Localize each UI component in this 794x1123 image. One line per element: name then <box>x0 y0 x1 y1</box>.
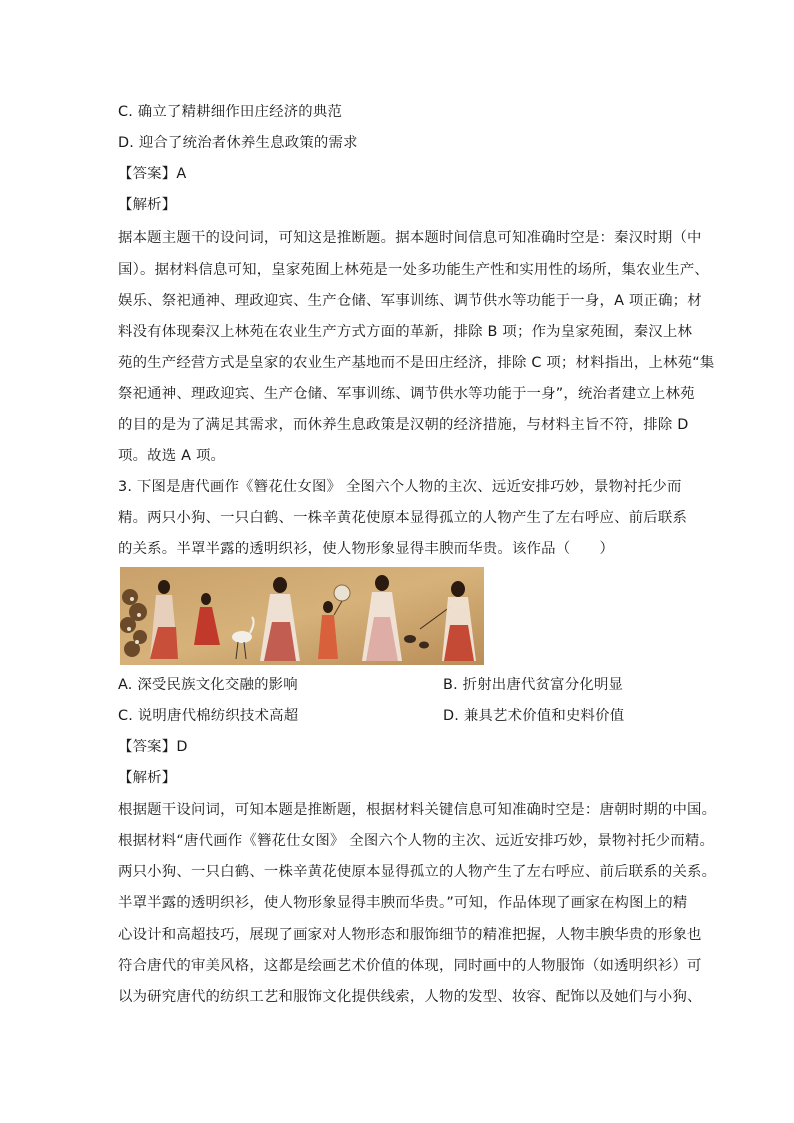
answer: 【答案】D <box>118 739 188 755</box>
analysis-line: 根据题干设问词，可知本题是推断题，根据材料关键信息可知准确时空是：唐朝时期的中国。 <box>118 802 717 818</box>
question-stem-line: 精。两只小狗、一只白鹤、一株辛黄花使原本显得孤立的人物产生了左右呼应、前后联系 <box>118 510 688 526</box>
analysis-line: 半罩半露的透明织衫，使人物形象显得丰腴而华贵。”可知，作品体现了画家在构图上的精 <box>118 895 688 911</box>
painting-image <box>120 567 484 665</box>
analysis-label: 【解析】 <box>118 770 177 786</box>
question-stem-line: 3. 下图是唐代画作《簪花仕女图》 全图六个人物的主次、远近安排巧妙，景物衬托少而 <box>118 479 682 495</box>
option-c: C. 说明唐代棉纺织技术高超 <box>118 708 299 724</box>
prev-analysis-line: 项。故选 A 项。 <box>118 448 226 464</box>
question-stem-line: 的关系。半罩半露的透明织衫，使人物形象显得丰腴而华贵。该作品（ ） <box>118 541 615 557</box>
prev-analysis-label: 【解析】 <box>118 197 177 213</box>
analysis-line: 两只小狗、一只白鹤、一株辛黄花使原本显得孤立的人物产生了左右呼应、前后联系的关系。 <box>118 864 717 880</box>
prev-answer: 【答案】A <box>118 166 187 182</box>
prev-analysis-line: 祭祀通神、理政迎宾、生产仓储、军事训练、调节供水等功能于一身”，统治者建立上林苑 <box>118 386 695 402</box>
prev-analysis-line: 娱乐、祭祀通神、理政迎宾、生产仓储、军事训练、调节供水等功能于一身，A 项正确；材 <box>118 293 702 309</box>
prev-analysis-line: 苑的生产经营方式是皇家的农业生产基地而不是田庄经济，排除 C 项；材料指出，上林苑“集 <box>118 355 715 371</box>
analysis-line: 符合唐代的审美风格，这都是绘画艺术价值的体现，同时画中的人物服饰（如透明织衫）可 <box>118 958 702 974</box>
analysis-line: 以为研究唐代的纺织工艺和服饰文化提供线索，人物的发型、妆容、配饰以及她们与小狗、 <box>118 989 702 1005</box>
option-b: B. 折射出唐代贫富分化明显 <box>443 677 624 693</box>
analysis-line: 心设计和高超技巧，展现了画家对人物形态和服饰细节的精准把握，人物丰腴华贵的形象也 <box>118 927 702 943</box>
prev-analysis-line: 据本题主题干的设问词，可知这是推断题。据本题时间信息可知准确时空是：秦汉时期（中 <box>118 230 702 246</box>
option-d: D. 兼具艺术价值和史料价值 <box>443 708 625 724</box>
prev-option-c: C. 确立了精耕细作田庄经济的典范 <box>118 104 343 120</box>
prev-analysis-line: 料没有体现秦汉上林苑在农业生产方式方面的革新，排除 B 项；作为皇家苑囿，秦汉上林 <box>118 324 693 340</box>
prev-analysis-line: 国）。据材料信息可知，皇家苑囿上林苑是一处多功能生产性和实用性的场所，集农业生产、 <box>118 262 710 278</box>
prev-option-d: D. 迎合了统治者休养生息政策的需求 <box>118 135 358 151</box>
option-a: A. 深受民族文化交融的影响 <box>118 677 298 693</box>
analysis-line: 根据材料“唐代画作《簪花仕女图》 全图六个人物的主次、远近安排巧妙，景物衬托少而精。 <box>118 833 715 849</box>
prev-analysis-line: 的目的是为了满足其需求，而休养生息政策是汉朝的经济措施，与材料主旨不符，排除 D <box>118 417 689 433</box>
